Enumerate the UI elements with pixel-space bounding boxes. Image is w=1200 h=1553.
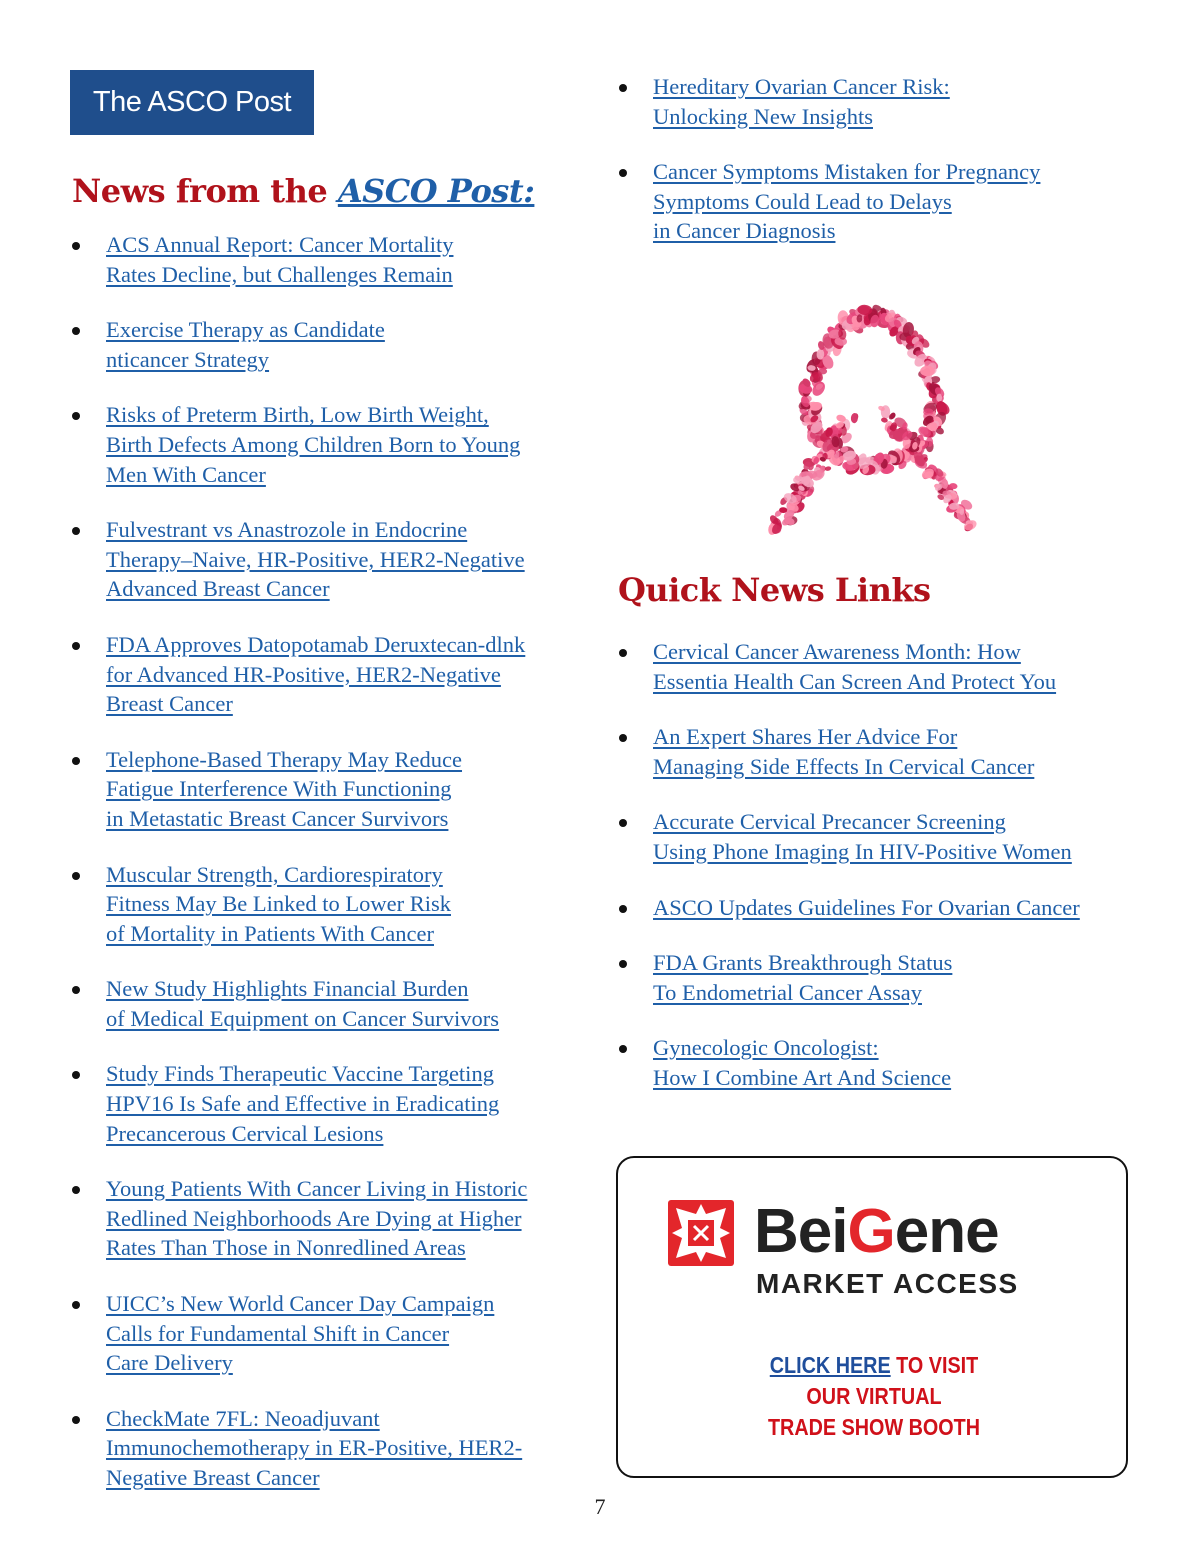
article-link[interactable]: FDA Approves Datopotamab Deruxtecan-dlnk for Advanced HR-Positive, HER2-Negative Breast Cancer [106,631,526,717]
article-link[interactable]: Hereditary Ovarian Cancer Risk: Unlocking New Insights [653,74,950,129]
article-link[interactable]: CheckMate 7FL: Neoadjuvant Immunochemotherapy in ER-Positive, HER2- Negative Breast Cancer [106,1405,523,1490]
click-here-link[interactable]: CLICK HERE [769,1352,891,1378]
brand-part: ene [894,1197,999,1266]
article-link[interactable]: Cancer Symptoms Mistaken for Pregnancy Symptoms Could Lead to Delays in Cancer Diagnosis [653,159,1041,244]
list-item [617,948,1157,1007]
list-item [617,637,1157,696]
list-item [617,722,1157,781]
cta-to-visit: TO VISIT [890,1352,979,1378]
brand-part: Bei [754,1197,848,1266]
quick-news-title: Quick News Links [618,571,931,609]
asco-post-title-link[interactable]: ASCO Post: [337,172,535,210]
article-link[interactable]: Muscular Strength, Cardiorespiratory Fitness May Be Linked to Lower Risk of Mortality in Patients With Cancer [106,861,451,946]
list-item [617,893,1157,923]
right-top-link-list [617,72,1137,272]
article-link[interactable]: FDA Grants Breakthrough Status To Endometrial Cancer Assay [653,950,953,1005]
article-link[interactable]: New Study Highlights Financial Burden of Medical Equipment on Cancer Survivors [106,976,500,1031]
quick-news-link-list [617,637,1157,1119]
list-item [70,315,580,374]
article-link[interactable]: UICC’s New World Cancer Day Campaign Calls for Fundamental Shift in Cancer Care Delivery [106,1291,495,1376]
article-link[interactable]: Cervical Cancer Awareness Month: How Essentia Health Can Screen And Protect You [653,639,1057,694]
logo-text: The ASCO Post [92,86,292,118]
article-link[interactable]: Telephone-Based Therapy May Reduce Fatigue Interference With Functioning in Metastatic Breast Cancer Survivors [106,746,463,831]
article-link[interactable]: Gynecologic Oncologist: How I Combine Art And Science [653,1035,952,1090]
list-item [70,1289,580,1378]
list-item [70,745,580,834]
article-link[interactable]: Risks of Preterm Birth, Low Birth Weight, Birth Defects Among Children Born to Young Men With Cancer [106,402,521,487]
article-link[interactable]: Exercise Therapy as Candidate nticancer Strategy [106,317,385,372]
article-link[interactable]: Study Finds Therapeutic Vaccine Targeting HPV16 Is Safe and Effective in Eradicating Precancerous Cervical Lesions [106,1061,500,1146]
list-item [617,807,1157,866]
list-item [70,230,580,289]
beigene-brand-name [754,1196,999,1267]
article-link[interactable]: ACS Annual Report: Cancer Mortality Rates Decline, but Challenges Remain [106,232,454,287]
list-item [70,974,580,1033]
list-item [70,1174,580,1263]
trade-show-cta [654,1350,1094,1443]
list-item [70,860,580,949]
list-item [617,157,1137,246]
list-item [70,630,580,719]
article-link[interactable]: Fulvestrant vs Anastrozole in Endocrine Therapy–Naive, HR-Positive, HER2-Negative Advanced Breast Cancer [106,517,525,602]
list-item [617,1033,1157,1092]
list-item [70,515,580,604]
news-link-list [70,230,580,1519]
list-item [70,400,580,489]
list-item [70,1404,580,1493]
article-link[interactable]: ASCO Updates Guidelines For Ovarian Cancer [653,894,1080,920]
cta-line2: OUR VIRTUAL [806,1383,942,1409]
list-item [70,1059,580,1148]
news-section-title [72,172,534,210]
asco-post-logo[interactable] [70,70,314,135]
article-link[interactable]: An Expert Shares Her Advice For Managing Side Effects In Cervical Cancer [653,724,1035,779]
article-link[interactable]: Young Patients With Cancer Living in Historic Redlined Neighborhoods Are Dying at Higher Rates Than Those in Nonredlined Areas [106,1176,528,1261]
beigene-ad-box[interactable] [616,1156,1128,1478]
market-access-label: MARKET ACCESS [756,1268,1019,1299]
list-item [617,72,1137,131]
article-link[interactable]: Accurate Cervical Precancer Screening Using Phone Imaging In HIV-Positive Women [653,809,1072,864]
beigene-logo-mark-icon [668,1200,734,1266]
news-title-prefix: News from the [72,172,338,210]
page-number: 7 [594,1494,606,1519]
brand-g: G [847,1197,895,1266]
pink-ribbon-petals-icon [755,275,990,540]
petal [824,466,831,472]
cta-line3: TRADE SHOW BOOTH [767,1414,981,1440]
